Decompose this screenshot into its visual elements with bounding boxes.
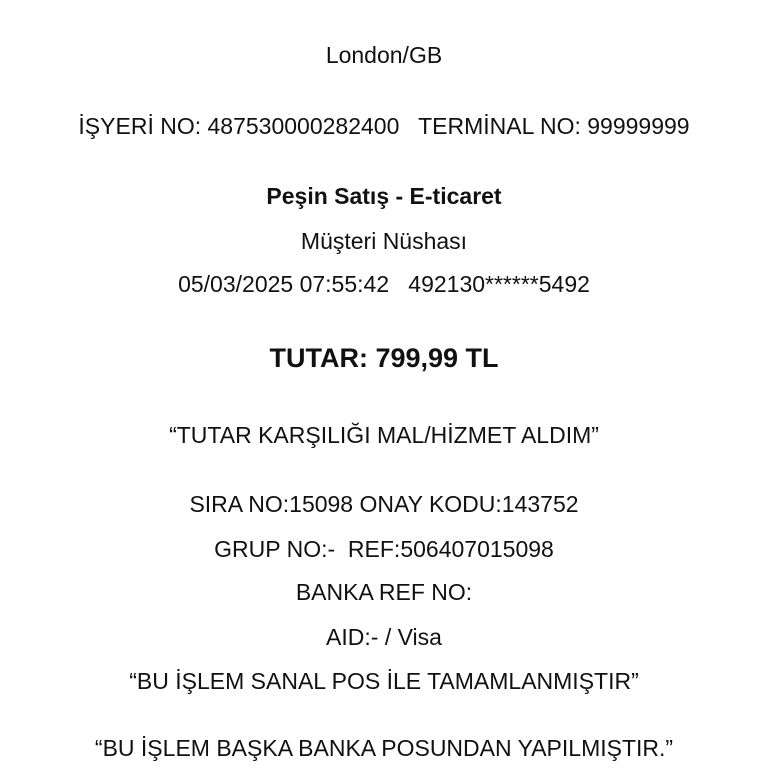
receipt-copy-label: Müşteri Nüshası (300, 228, 468, 254)
transaction-datetime-card: 05/03/2025 07:55:42 492130******5492 (178, 271, 590, 297)
merchant-location: London/GB (325, 42, 443, 68)
virtual-pos-notice: “BU İŞLEM SANAL POS İLE TAMAMLANMIŞTIR” (129, 668, 639, 694)
acknowledgement-text: “TUTAR KARŞILIĞI MAL/HİZMET ALDIM” (169, 422, 599, 448)
group-reference: GRUP NO:- REF:506407015098 (214, 536, 554, 562)
merchant-terminal-number: İŞYERİ NO: 487530000282400 TERMİNAL NO: 99999999 (78, 113, 690, 139)
transaction-type: Peşin Satış - E-ticaret (266, 183, 502, 209)
other-bank-notice: “BU İŞLEM BAŞKA BANKA POSUNDAN YAPILMIŞTIR.” (94, 735, 674, 761)
sequence-approval-code: SIRA NO:15098 ONAY KODU:143752 (189, 491, 579, 517)
aid-card-scheme: AID:- / Visa (326, 624, 442, 650)
transaction-amount: TUTAR: 799,99 TL (269, 343, 499, 373)
bank-reference: BANKA REF NO: (295, 579, 473, 605)
